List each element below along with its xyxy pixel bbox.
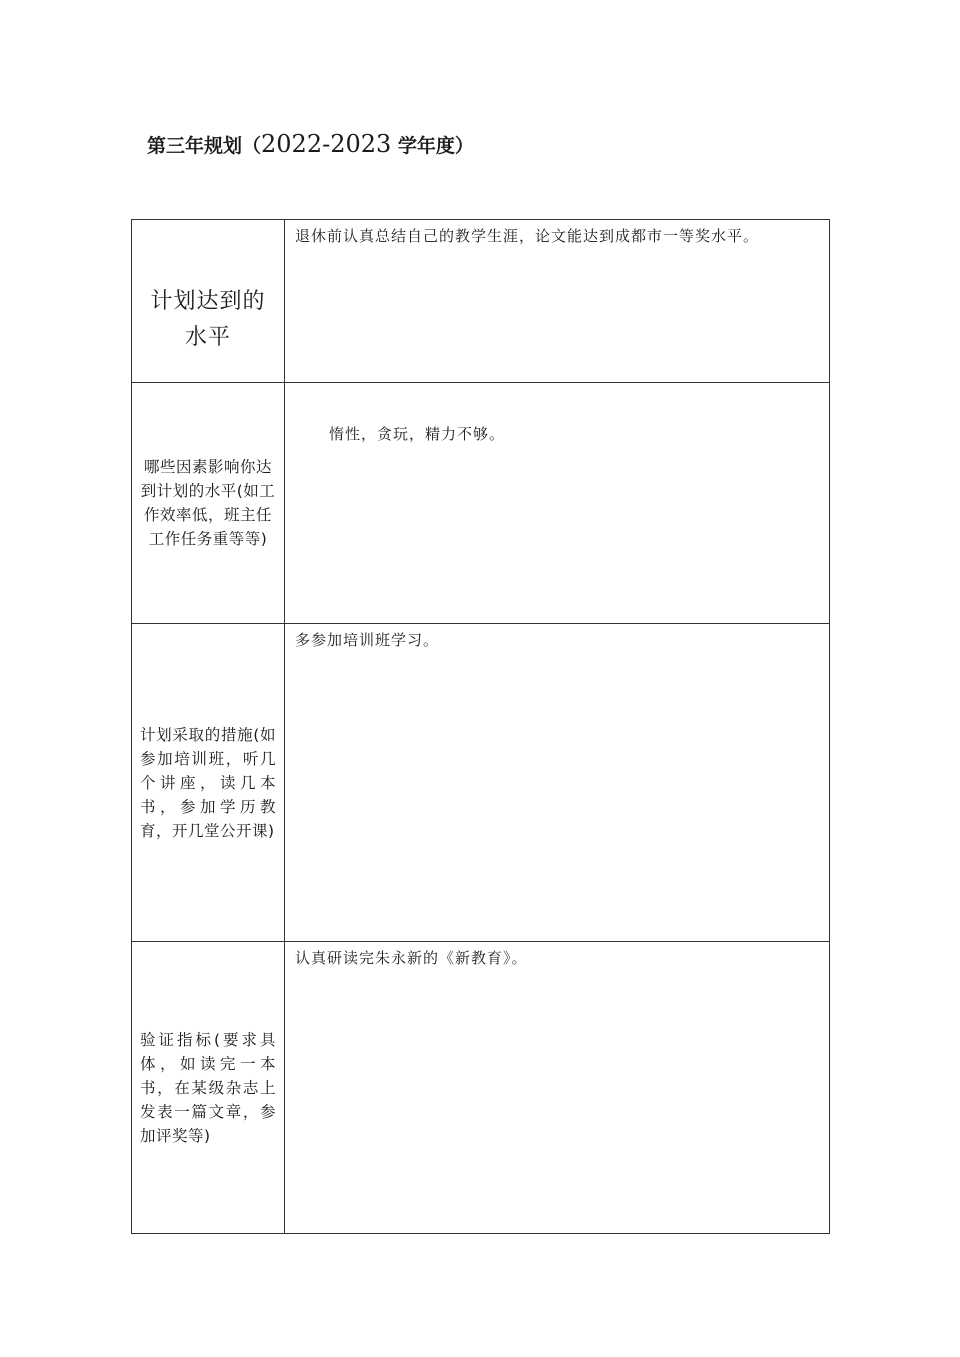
row-content: 惰性，贪玩，精力不够。 bbox=[329, 425, 506, 443]
row-content: 退休前认真总结自己的教学生涯，论文能达到成都市一等奖水平。 bbox=[295, 227, 760, 245]
page-title bbox=[147, 130, 474, 158]
title-suffix: 学年度） bbox=[391, 135, 474, 157]
table-row bbox=[132, 942, 830, 1234]
content-cell bbox=[285, 624, 830, 942]
content-cell bbox=[285, 220, 830, 383]
row-label: 计划达到的水平 bbox=[150, 289, 266, 350]
row-content: 认真研读完朱永新的《新教育》。 bbox=[295, 949, 528, 967]
table-row bbox=[132, 383, 830, 624]
label-cell bbox=[132, 942, 285, 1234]
title-year: 2022-2023 bbox=[261, 130, 392, 158]
content-cell bbox=[285, 383, 830, 624]
title-prefix: 第三年规划（ bbox=[147, 135, 262, 157]
table-row bbox=[132, 624, 830, 942]
row-label: 验证指标(要求具体，如读完一本书，在某级杂志上发表一篇文章，参加评奖等) bbox=[140, 1030, 276, 1145]
content-cell bbox=[285, 942, 830, 1234]
plan-table bbox=[131, 219, 830, 1234]
row-label: 计划采取的措施(如参加培训班，听几个讲座，读几本书，参加学历教育，开几堂公开课) bbox=[140, 725, 276, 840]
label-cell bbox=[132, 624, 285, 942]
row-content: 多参加培训班学习。 bbox=[295, 631, 440, 649]
label-cell bbox=[132, 220, 285, 383]
table-row bbox=[132, 220, 830, 383]
row-label: 哪些因素影响你达到计划的水平(如工作效率低，班主任工作任务重等等) bbox=[140, 458, 276, 548]
label-cell bbox=[132, 383, 285, 624]
